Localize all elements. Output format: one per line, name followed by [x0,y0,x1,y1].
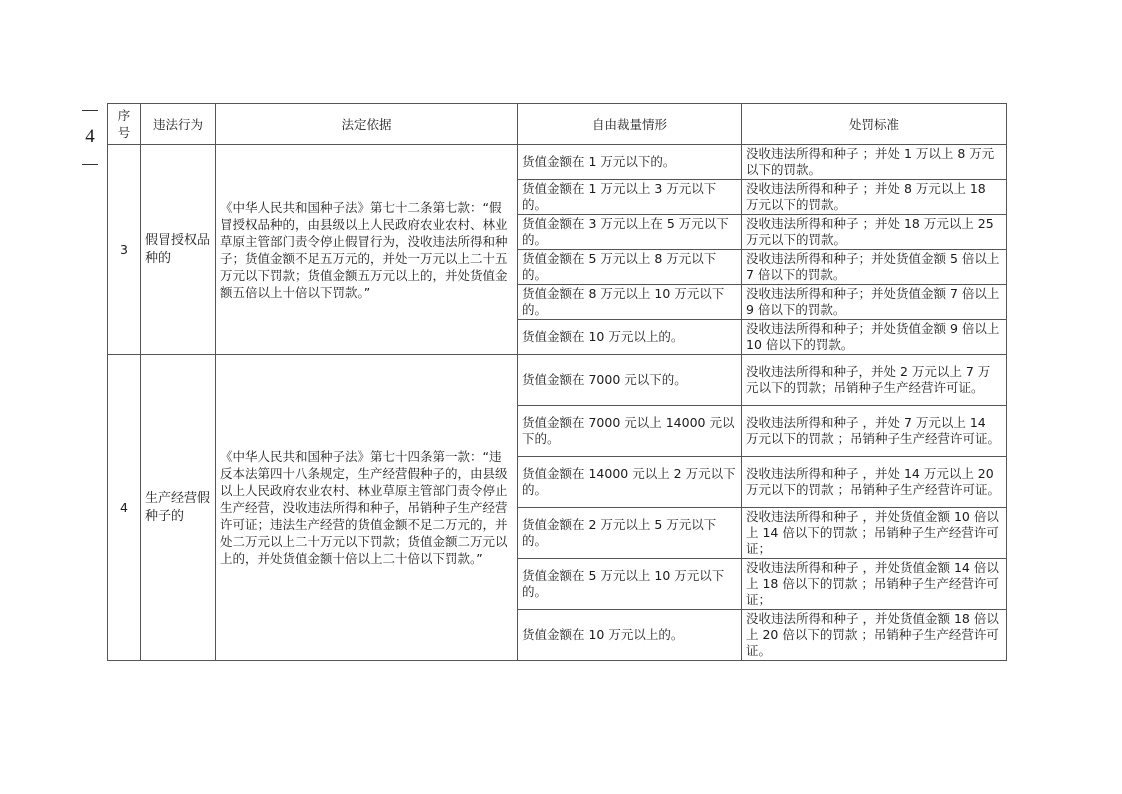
penalty-standards-table [107,103,1007,661]
penalty-cell: 没收违法所得和种子 ，并处货值金额 10 倍以上 14 倍以下的罚款 ；吊销种子生产经营许可证； [742,508,1007,559]
discretion-cell: 货值金额在 8 万元以上 10 万元以下的。 [518,285,742,320]
discretion-cell: 货值金额在 10 万元以上的。 [518,610,742,661]
discretion-cell: 货值金额在 5 万元以上 8 万元以下的。 [518,250,742,285]
penalty-cell: 没收违法所得和种子 ；并处 18 万元以上 25 万元以下的罚款。 [742,215,1007,250]
discretion-cell: 货值金额在 5 万元以上 10 万元以下的。 [518,559,742,610]
penalty-cell: 没收违法所得和种子 ；并处 8 万元以上 18 万元以下的罚款。 [742,180,1007,215]
seq-cell: 4 [108,355,141,661]
penalty-cell: 没收违法所得和种子 ；并处 1 万以上 8 万元以下的罚款。 [742,145,1007,180]
penalty-cell: 没收违法所得和种子 ，并处 7 万元以上 14 万元以下的罚款 ；吊销种子生产经营许可证。 [742,406,1007,457]
table-header-row [108,104,1007,145]
violation-cell: 生产经营假种子的 [141,355,216,661]
discretion-cell: 货值金额在 1 万元以下的。 [518,145,742,180]
violation-cell: 假冒授权品种的 [141,145,216,355]
penalty-cell: 没收违法所得和种子；并处货值金额 5 倍以上 7 倍以下的罚款。 [742,250,1007,285]
discretion-cell: 货值金额在 3 万元以上在 5 万元以下的。 [518,215,742,250]
discretion-cell: 货值金额在 7000 元以上 14000 元以下的。 [518,406,742,457]
header-violation: 违法行为 [141,104,216,145]
header-seq: 序号 [108,104,141,145]
page-number-bottom-rule [82,164,98,165]
penalty-cell: 没收违法所得和种子 ，并处 14 万元以上 20 万元以下的罚款 ；吊销种子生产经营许可证。 [742,457,1007,508]
header-penalty-standard: 处罚标准 [742,104,1007,145]
page-number-top-rule [82,110,98,111]
page-number: 4 [85,126,95,147]
seq-cell: 3 [108,145,141,355]
header-legal-basis: 法定依据 [216,104,518,145]
table-row [108,145,1007,180]
discretion-cell: 货值金额在 2 万元以上 5 万元以下的。 [518,508,742,559]
legal-basis-cell: 《中华人民共和国种子法》第七十四条第一款：“违反本法第四十八条规定，生产经营假种子的，由县级以上人民政府农业农村、林业草原主管部门责令停止生产经营，没收违法所得和种子，吊销种子生产经营许可证；违法生产经营的货值金额不足二万元的，并处二万元以上二十万元以下罚款；货值金额二万元以上的，并处货值金额十倍以上二十倍以下罚款。” [216,355,518,661]
penalty-cell: 没收违法所得和种子；并处货值金额 9 倍以上 10 倍以下的罚款。 [742,320,1007,355]
page-number-marker [80,104,102,168]
penalty-cell: 没收违法所得和种子；并处货值金额 7 倍以上 9 倍以下的罚款。 [742,285,1007,320]
header-discretion: 自由裁量情形 [518,104,742,145]
discretion-cell: 货值金额在 10 万元以上的。 [518,320,742,355]
penalty-cell: 没收违法所得和种子，并处 2 万元以上 7 万元以下的罚款；吊销种子生产经营许可证。 [742,355,1007,406]
penalty-cell: 没收违法所得和种子 ，并处货值金额 18 倍以上 20 倍以下的罚款 ；吊销种子生产经营许可证。 [742,610,1007,661]
discretion-cell: 货值金额在 7000 元以下的。 [518,355,742,406]
discretion-cell: 货值金额在 14000 元以上 2 万元以下的。 [518,457,742,508]
table-row [108,355,1007,406]
legal-basis-cell: 《中华人民共和国种子法》第七十二条第七款：“假冒授权品种的，由县级以上人民政府农业农村、林业草原主管部门责令停止假冒行为，没收违法所得和种子；货值金额不足五万元的，并处一万元以上二十五万元以下罚款；货值金额五万元以上的，并处货值金额五倍以上十倍以下罚款。” [216,145,518,355]
discretion-cell: 货值金额在 1 万元以上 3 万元以下的。 [518,180,742,215]
penalty-cell: 没收违法所得和种子 ，并处货值金额 14 倍以上 18 倍以下的罚款 ；吊销种子生产经营许可证； [742,559,1007,610]
